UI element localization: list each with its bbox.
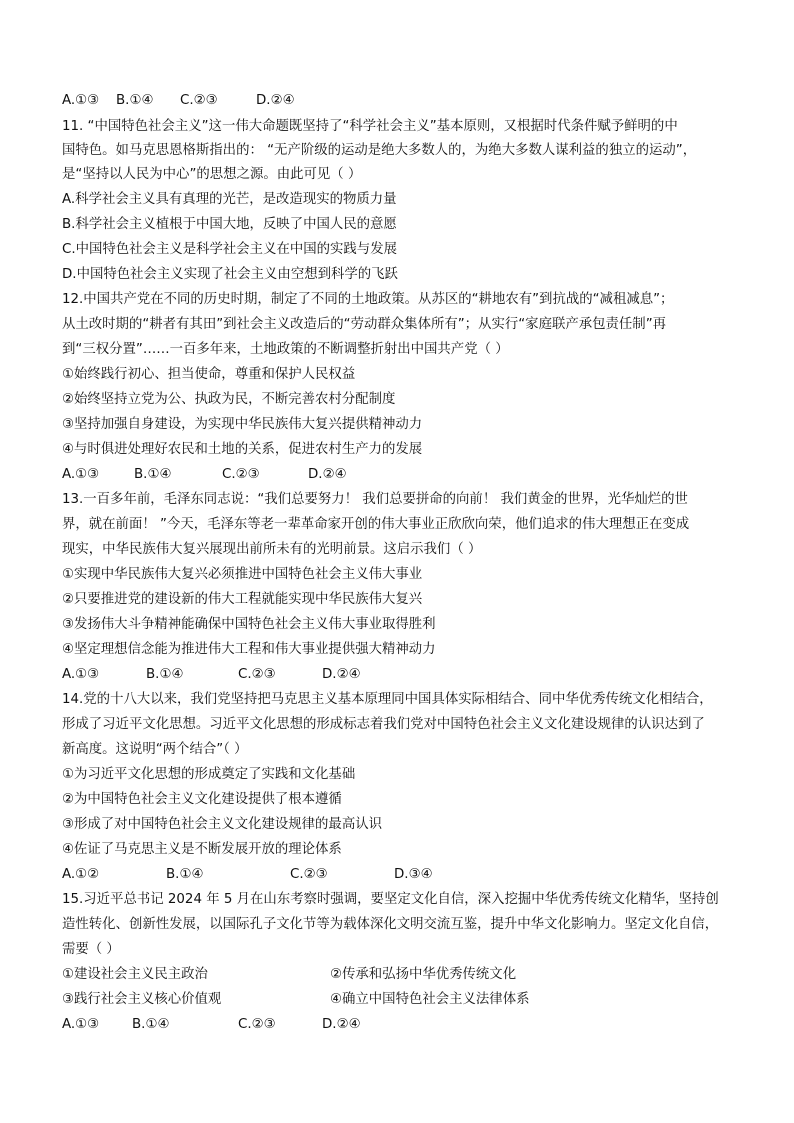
q13-item-2: ②只要推进党的建设新的伟大工程就能实现中华民族伟大复兴 <box>62 592 423 607</box>
option-c[interactable]: C.②③ <box>290 867 328 882</box>
option-a[interactable]: A.①③ <box>62 93 100 108</box>
q15-item-3: ③践行社会主义核心价值观 <box>62 992 222 1007</box>
q12-stem-line-1: 12.中国共产党在不同的历史时期，制定了不同的土地政策。从苏区的“耕地农有”到抗战的“减租减息”； <box>62 292 674 307</box>
q11-choice-d[interactable]: D.中国特色社会主义实现了社会主义由空想到科学的飞跃 <box>62 267 398 282</box>
q12-item-4: ④与时俱进处理好农民和土地的关系，促进农村生产力的发展 <box>62 442 423 457</box>
option-c[interactable]: C.②③ <box>222 467 260 482</box>
q14-item-1: ①为习近平文化思想的形成奠定了实践和文化基础 <box>62 767 356 782</box>
option-b[interactable]: B.①④ <box>134 467 172 482</box>
q14-item-2: ②为中国特色社会主义文化建设提供了根本遵循 <box>62 792 342 807</box>
q12-stem-line-3: 到“三权分置”……一百多年来，土地政策的不断调整折射出中国共产党（ ） <box>62 342 509 357</box>
q15-item-2: ②传承和弘扬中华优秀传统文化 <box>330 967 517 982</box>
option-d[interactable]: D.②④ <box>322 667 361 682</box>
q11-stem-line-3: 是“坚持以人民为中心”的思想之源。由此可见（ ） <box>62 167 362 182</box>
option-a[interactable]: A.①③ <box>62 1017 100 1032</box>
q14-stem-line-1: 14.党的十八大以来，我们党坚持把马克思主义基本原理同中国具体实际相结合、同中华优秀传统文化相结合， <box>62 692 713 707</box>
q11-stem-line-1: 11. “中国特色社会主义”这一伟大命题既坚持了“科学社会主义”基本原则，又根据时代条件赋予鲜明的中 <box>62 119 678 134</box>
q11-choice-a[interactable]: A.科学社会主义具有真理的光芒，是改造现实的物质力量 <box>62 192 397 207</box>
q15-item-4: ④确立中国特色社会主义法律体系 <box>330 992 530 1007</box>
option-c[interactable]: C.②③ <box>238 1017 276 1032</box>
q15-options <box>62 1016 361 1034</box>
q12-item-2: ②始终坚持立党为公、执政为民，不断完善农村分配制度 <box>62 392 396 407</box>
q15-stem-line-3: 需要（ ） <box>62 942 120 957</box>
option-b[interactable]: B.①④ <box>116 93 154 108</box>
q13-options <box>62 666 361 684</box>
option-d[interactable]: D.②④ <box>322 1017 361 1032</box>
option-d[interactable]: D.②④ <box>308 467 347 482</box>
q13-item-1: ①实现中华民族伟大复兴必须推进中国特色社会主义伟大事业 <box>62 567 423 582</box>
q12-stem-line-2: 从土改时期的“耕者有其田”到社会主义改造后的“劳动群众集体所有”；从实行“家庭联产承包责任制”再 <box>62 317 667 332</box>
q13-stem-line-1: 13.一百多年前，毛泽东同志说：“我们总要努力！ 我们总要拼命的向前！ 我们黄金的世界，光华灿烂的世 <box>62 492 688 507</box>
option-a[interactable]: A.①② <box>62 867 100 882</box>
option-a[interactable]: A.①③ <box>62 467 100 482</box>
q11-stem-line-2: 国特色。如马克思恩格斯指出的： “无产阶级的运动是绝大多数人的，为绝大多数人谋利益的独立的运动”， <box>62 143 697 158</box>
q13-stem-line-3: 现实，中华民族伟大复兴展现出前所未有的光明前景。这启示我们（ ） <box>62 542 482 557</box>
q14-item-4: ④佐证了马克思主义是不断发展开放的理论体系 <box>62 842 342 857</box>
option-d[interactable]: D.③④ <box>394 867 433 882</box>
q14-stem-line-3: 新高度。这说明“两个结合”（ ） <box>62 742 248 757</box>
q13-item-4: ④坚定理想信念能为推进伟大工程和伟大事业提供强大精神动力 <box>62 642 436 657</box>
q14-options <box>62 866 433 884</box>
q11-choice-c[interactable]: C.中国特色社会主义是科学社会主义在中国的实践与发展 <box>62 242 397 257</box>
option-d[interactable]: D.②④ <box>256 93 295 108</box>
q13-item-3: ③发扬伟大斗争精神能确保中国特色社会主义伟大事业取得胜利 <box>62 617 436 632</box>
q14-item-3: ③形成了对中国特色社会主义文化建设规律的最高认识 <box>62 817 382 832</box>
option-c[interactable]: C.②③ <box>180 93 218 108</box>
q15-stem-line-1: 15.习近平总书记 2024 年 5 月在山东考察时强调，要坚定文化自信，深入挖掘中华优秀传统文化精华，坚持创 <box>62 892 719 907</box>
option-c[interactable]: C.②③ <box>238 667 276 682</box>
option-b[interactable]: B.①④ <box>132 1017 170 1032</box>
prev-question-options <box>62 92 295 110</box>
q12-item-1: ①始终践行初心、担当使命，尊重和保护人民权益 <box>62 367 356 382</box>
q12-options <box>62 466 347 484</box>
q14-stem-line-2: 形成了习近平文化思想。习近平文化思想的形成标志着我们党对中国特色社会主义文化建设规律的认识达到了 <box>62 717 705 732</box>
q15-item-1: ①建设社会主义民主政治 <box>62 967 208 982</box>
option-b[interactable]: B.①④ <box>146 667 184 682</box>
q15-stem-line-2: 造性转化、创新性发展，以国际孔子文化节等为载体深化文明交流互鉴，提升中华文化影响力。坚定文化自信， <box>62 917 719 932</box>
q12-item-3: ③坚持加强自身建设，为实现中华民族伟大复兴提供精神动力 <box>62 417 423 432</box>
option-a[interactable]: A.①③ <box>62 667 100 682</box>
option-b[interactable]: B.①④ <box>166 867 204 882</box>
q11-choice-b[interactable]: B.科学社会主义植根于中国大地，反映了中国人民的意愿 <box>62 217 397 232</box>
q13-stem-line-2: 界，就在前面！ ”今天，毛泽东等老一辈革命家开创的伟大事业正欣欣向荣，他们追求的伟大理想正在变成 <box>62 517 690 532</box>
